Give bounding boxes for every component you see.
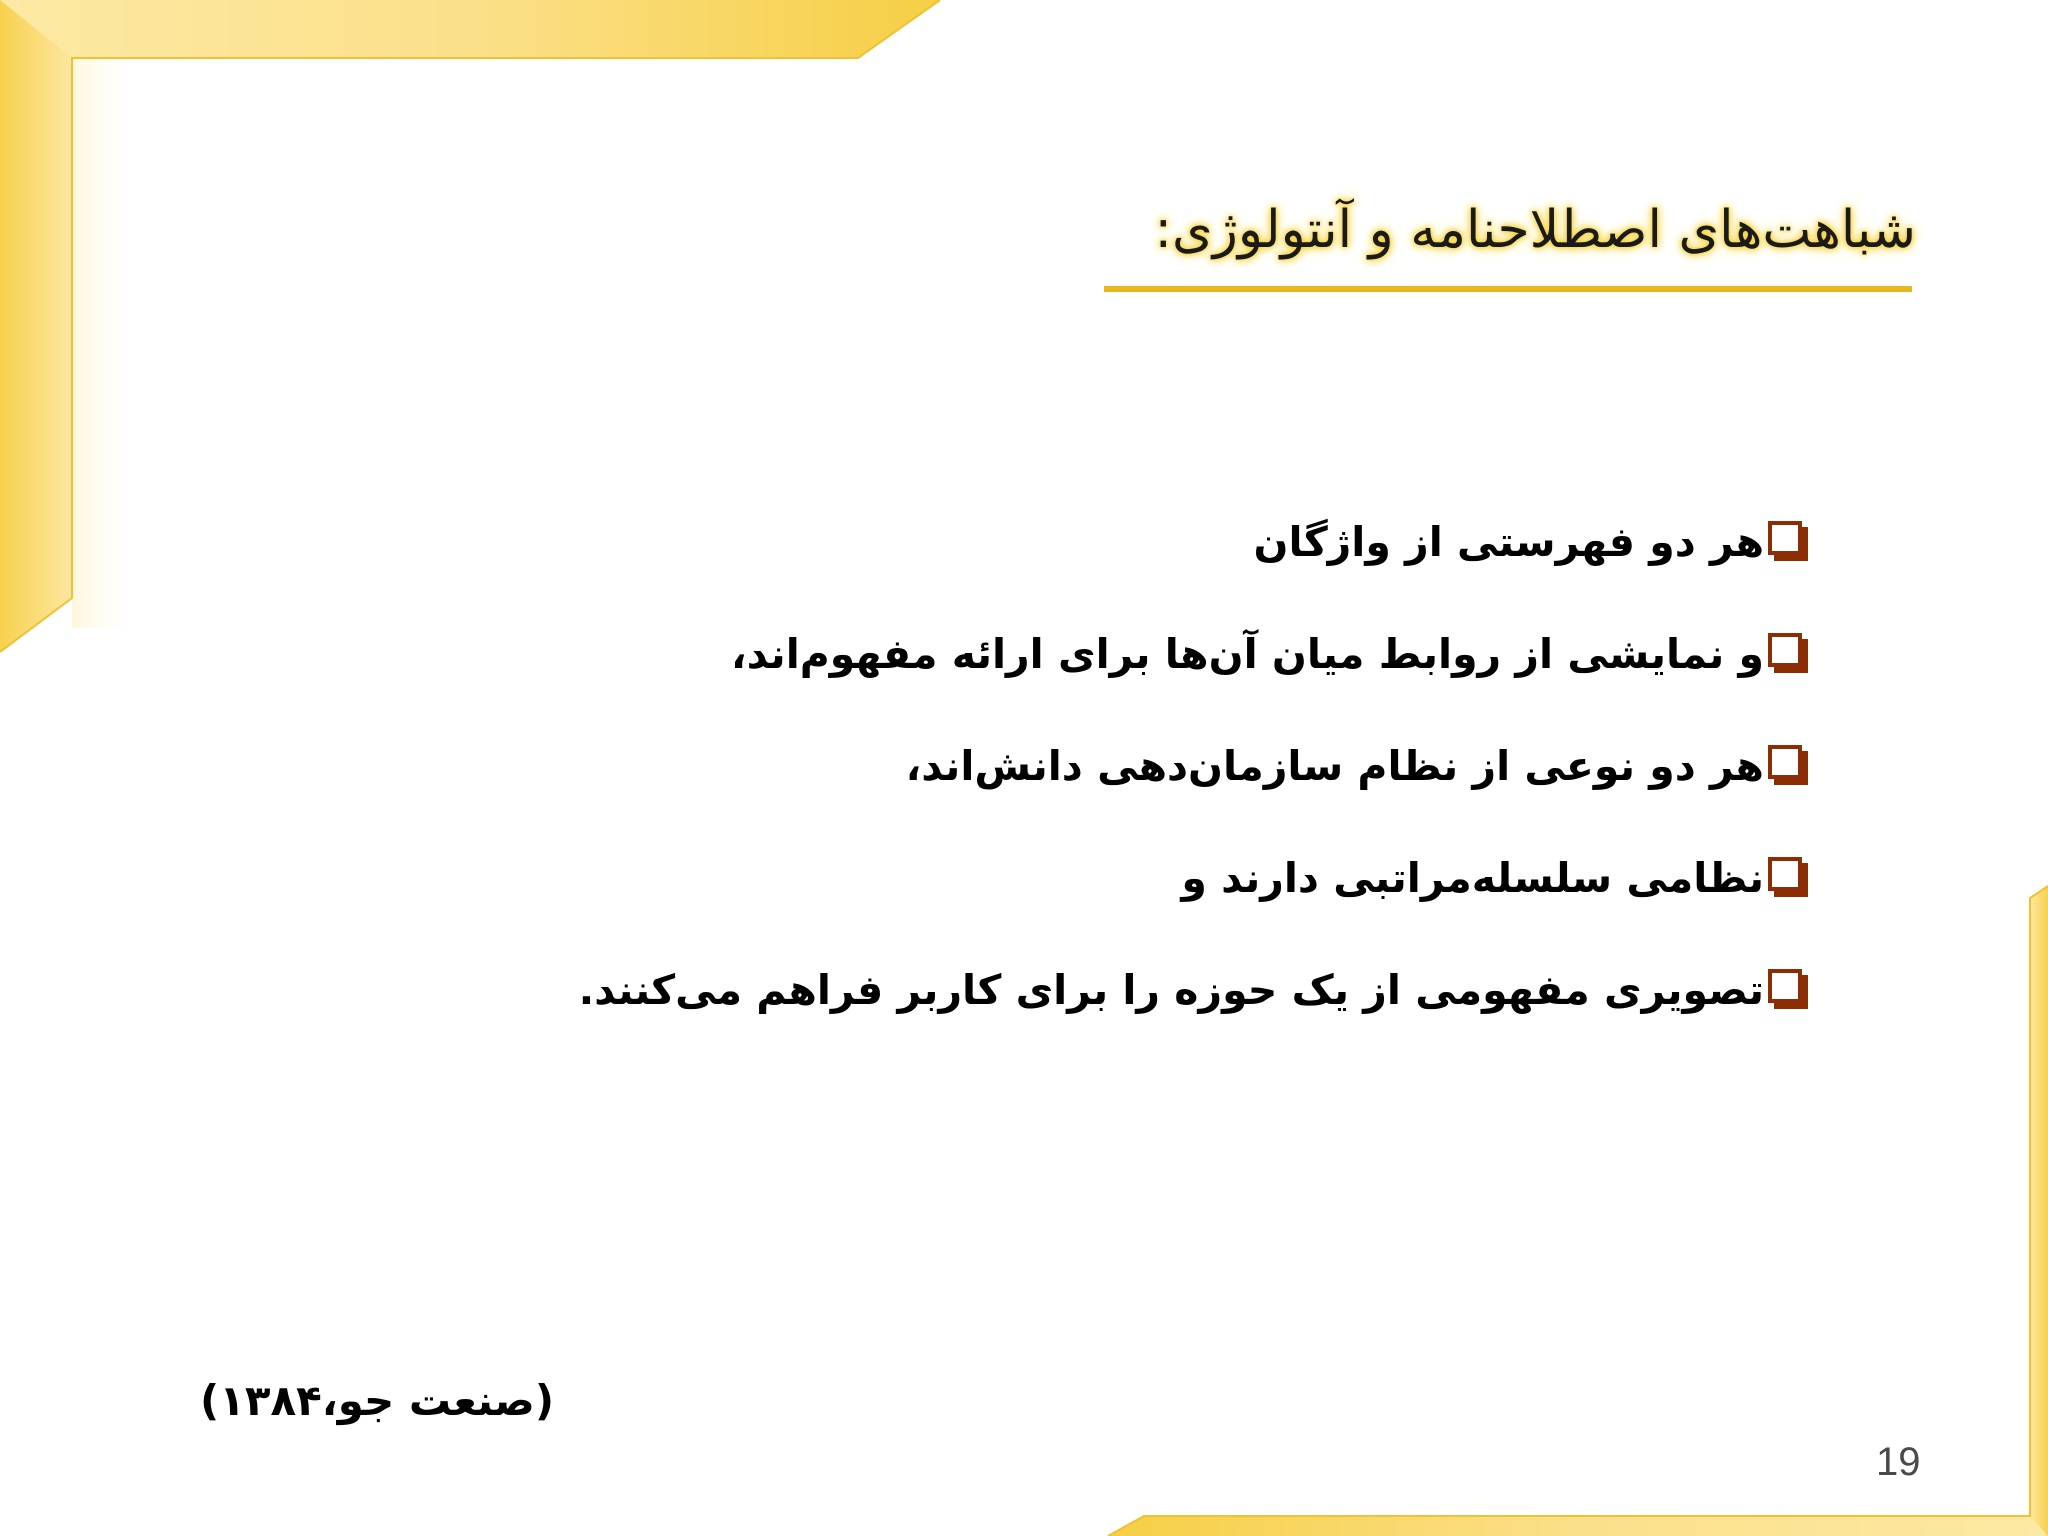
checkbox-outline-icon (1768, 745, 1802, 779)
bullet-text: تصویری مفهومی از یک حوزه را برای کاربر فراهم می‌کنند. (578, 966, 1764, 1014)
slide-title: شباهت‌های اصطلاحنامه و آنتولوژی: (1154, 200, 1916, 260)
bullet-text: و نمایشی از روابط میان آن‌ها برای ارائه مفهوم‌اند، (731, 630, 1764, 678)
bullet-item (382, 612, 1802, 724)
citation: (صنعت جو،۱۳۸۴) (200, 1376, 555, 1425)
title-underline (1104, 286, 1912, 292)
bullet-text: هر دو فهرستی از واژگان (1253, 518, 1764, 566)
checkbox-outline-icon (1768, 633, 1802, 667)
bullet-item (382, 948, 1802, 1060)
bullet-text: هر دو نوعی از نظام سازمان‌دهی دانش‌اند، (905, 742, 1764, 790)
bullet-item (382, 724, 1802, 836)
checkbox-outline-icon (1768, 969, 1802, 1003)
bullet-item (382, 836, 1802, 948)
page-number: 19 (1876, 1440, 1921, 1484)
bullet-list (382, 500, 1802, 1060)
checkbox-outline-icon (1768, 521, 1802, 555)
bullet-text: نظامی سلسله‌مراتبی دارند و (1181, 854, 1764, 902)
bullet-item (382, 500, 1802, 612)
checkbox-outline-icon (1768, 857, 1802, 891)
